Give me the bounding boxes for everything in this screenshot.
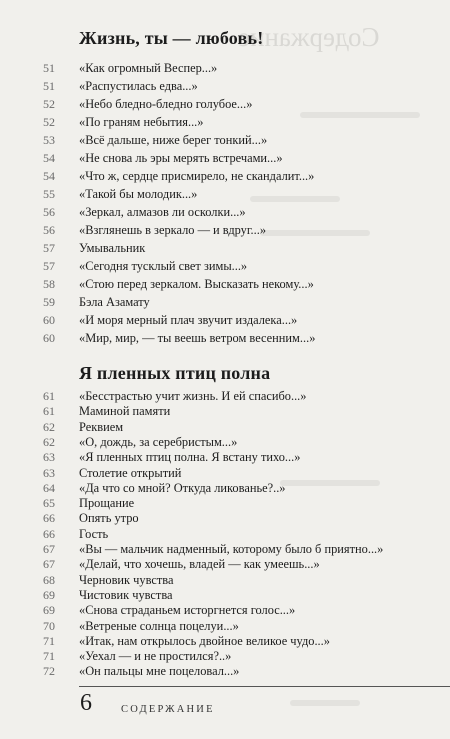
bleed-through-text: Содержание (238, 22, 380, 52)
page-number: 58 (43, 277, 55, 291)
toc-entry (0, 258, 450, 275)
entry-title: «Не снова ль эры мерять встречами...» (79, 151, 283, 165)
page-number: 71 (43, 633, 55, 648)
toc-entry (0, 60, 450, 77)
page-number: 68 (43, 572, 55, 587)
page-number: 69 (43, 587, 55, 602)
entry-title: Маминой памяти (79, 404, 171, 419)
entry-title: Бэла Азамату (79, 295, 150, 309)
entry-title: «О, дождь, за серебристым...» (79, 434, 238, 449)
page-number: 67 (43, 557, 55, 572)
page-number: 66 (43, 511, 55, 526)
entry-title: «Стою перед зеркалом. Высказать некому...» (79, 277, 314, 291)
page-number: 60 (43, 313, 55, 327)
page-number: 71 (43, 649, 55, 664)
entry-title: «И моря мерный плач звучит издалека...» (79, 313, 298, 327)
entry-title: «Как огромный Веспер...» (79, 61, 218, 75)
toc-entry (0, 78, 450, 95)
page-number: 59 (43, 295, 55, 309)
section-title: Я пленных птиц полна (79, 363, 271, 383)
entry-title: «Зеркал, алмазов ли осколки...» (79, 205, 246, 219)
entry-title: «Бесстрастью учит жизнь. И ей спасибо...» (79, 389, 307, 403)
page-number: 57 (43, 241, 55, 255)
page-number: 61 (43, 404, 55, 419)
page-number: 56 (43, 223, 55, 237)
entry-title: «Распустилась едва...» (79, 79, 198, 93)
entry-title: «Да что со мной? Откуда ликованье?..» (79, 480, 286, 495)
footer-rule (79, 686, 450, 687)
section-title: Жизнь, ты — любовь! (79, 28, 264, 48)
entry-title: Умывальник (79, 241, 146, 255)
page-number: 67 (43, 542, 55, 556)
page-number: 69 (43, 603, 55, 618)
entry-title: «Такой бы молодик...» (79, 187, 198, 201)
entry-title: Реквием (79, 419, 124, 434)
toc-entry (0, 96, 450, 113)
entry-title: «Небо бледно-бледно голубое...» (79, 97, 253, 111)
entry-title: Черновик чувства (79, 572, 174, 587)
entry-title: Гость (79, 526, 109, 541)
toc-entry (0, 663, 450, 680)
page-number: 65 (43, 496, 55, 511)
toc-entry (0, 294, 450, 311)
entry-title: «Уехал — и не простился?..» (79, 649, 232, 664)
page-number: 51 (43, 61, 55, 75)
page-number: 53 (43, 133, 55, 147)
page-number: 52 (43, 115, 55, 129)
entry-title: «Сегодня тусклый свет зимы...» (79, 259, 248, 273)
entry-title: «Я пленных птиц полна. Я встану тихо...» (79, 450, 301, 465)
toc-entry (0, 312, 450, 329)
entry-title: «По граням небытия...» (79, 115, 204, 129)
entry-title: «Всё дальше, ниже берег тонкий...» (79, 133, 268, 147)
toc-entry (0, 168, 450, 185)
footer-page-number: 6 (80, 690, 92, 716)
bleed-through-mark (290, 700, 360, 706)
page-number: 63 (43, 450, 55, 465)
entry-title: «Он пальцы мне поцеловал...» (79, 664, 240, 679)
page-number: 54 (43, 151, 55, 165)
toc-entry (0, 186, 450, 203)
entry-title: Столетие открытий (79, 465, 182, 480)
page-number: 70 (43, 618, 55, 633)
toc-entry (0, 114, 450, 131)
toc-entry (0, 204, 450, 221)
page-number: 52 (43, 97, 55, 111)
page-number: 57 (43, 259, 55, 273)
page-number: 62 (43, 419, 55, 434)
toc-entry (0, 222, 450, 239)
footer-running-title: СОДЕРЖАНИЕ (121, 704, 215, 715)
toc-entry (0, 150, 450, 167)
entry-title: Чистовик чувства (79, 587, 173, 602)
page-number: 62 (43, 434, 55, 449)
page-number: 55 (43, 187, 55, 201)
page-number: 66 (43, 526, 55, 541)
entry-title: «Ветреные солнца поцелуи...» (79, 618, 239, 633)
entry-title: Прощание (79, 496, 135, 511)
page-number: 72 (43, 664, 55, 679)
toc-entry (0, 276, 450, 293)
toc-entry (0, 240, 450, 257)
entry-title: «Снова страданьем исторгнется голос...» (79, 603, 296, 618)
page-number: 56 (43, 205, 55, 219)
page-number: 51 (43, 79, 55, 93)
entry-title: «Что ж, сердце присмирело, не скандалит...» (79, 169, 315, 183)
page-number: 64 (43, 480, 55, 495)
page-number: 60 (43, 331, 55, 345)
entry-title: «Взглянешь в зеркало — и вдруг...» (79, 223, 267, 237)
page-number: 63 (43, 465, 55, 480)
page-number: 54 (43, 169, 55, 183)
entry-title: Опять утро (79, 511, 139, 526)
entry-title: «Делай, что хочешь, владей — как умеешь...» (79, 557, 320, 572)
toc-entry (0, 132, 450, 149)
toc-entry (0, 330, 450, 347)
entry-title: «Итак, нам открылось двойное великое чудо...» (79, 633, 330, 648)
entry-title: «Мир, мир, — ты веешь ветром весенним...» (79, 331, 316, 345)
entry-title: «Вы — мальчик надменный, которому было б приятно...» (79, 542, 384, 556)
page-number: 61 (43, 389, 55, 403)
